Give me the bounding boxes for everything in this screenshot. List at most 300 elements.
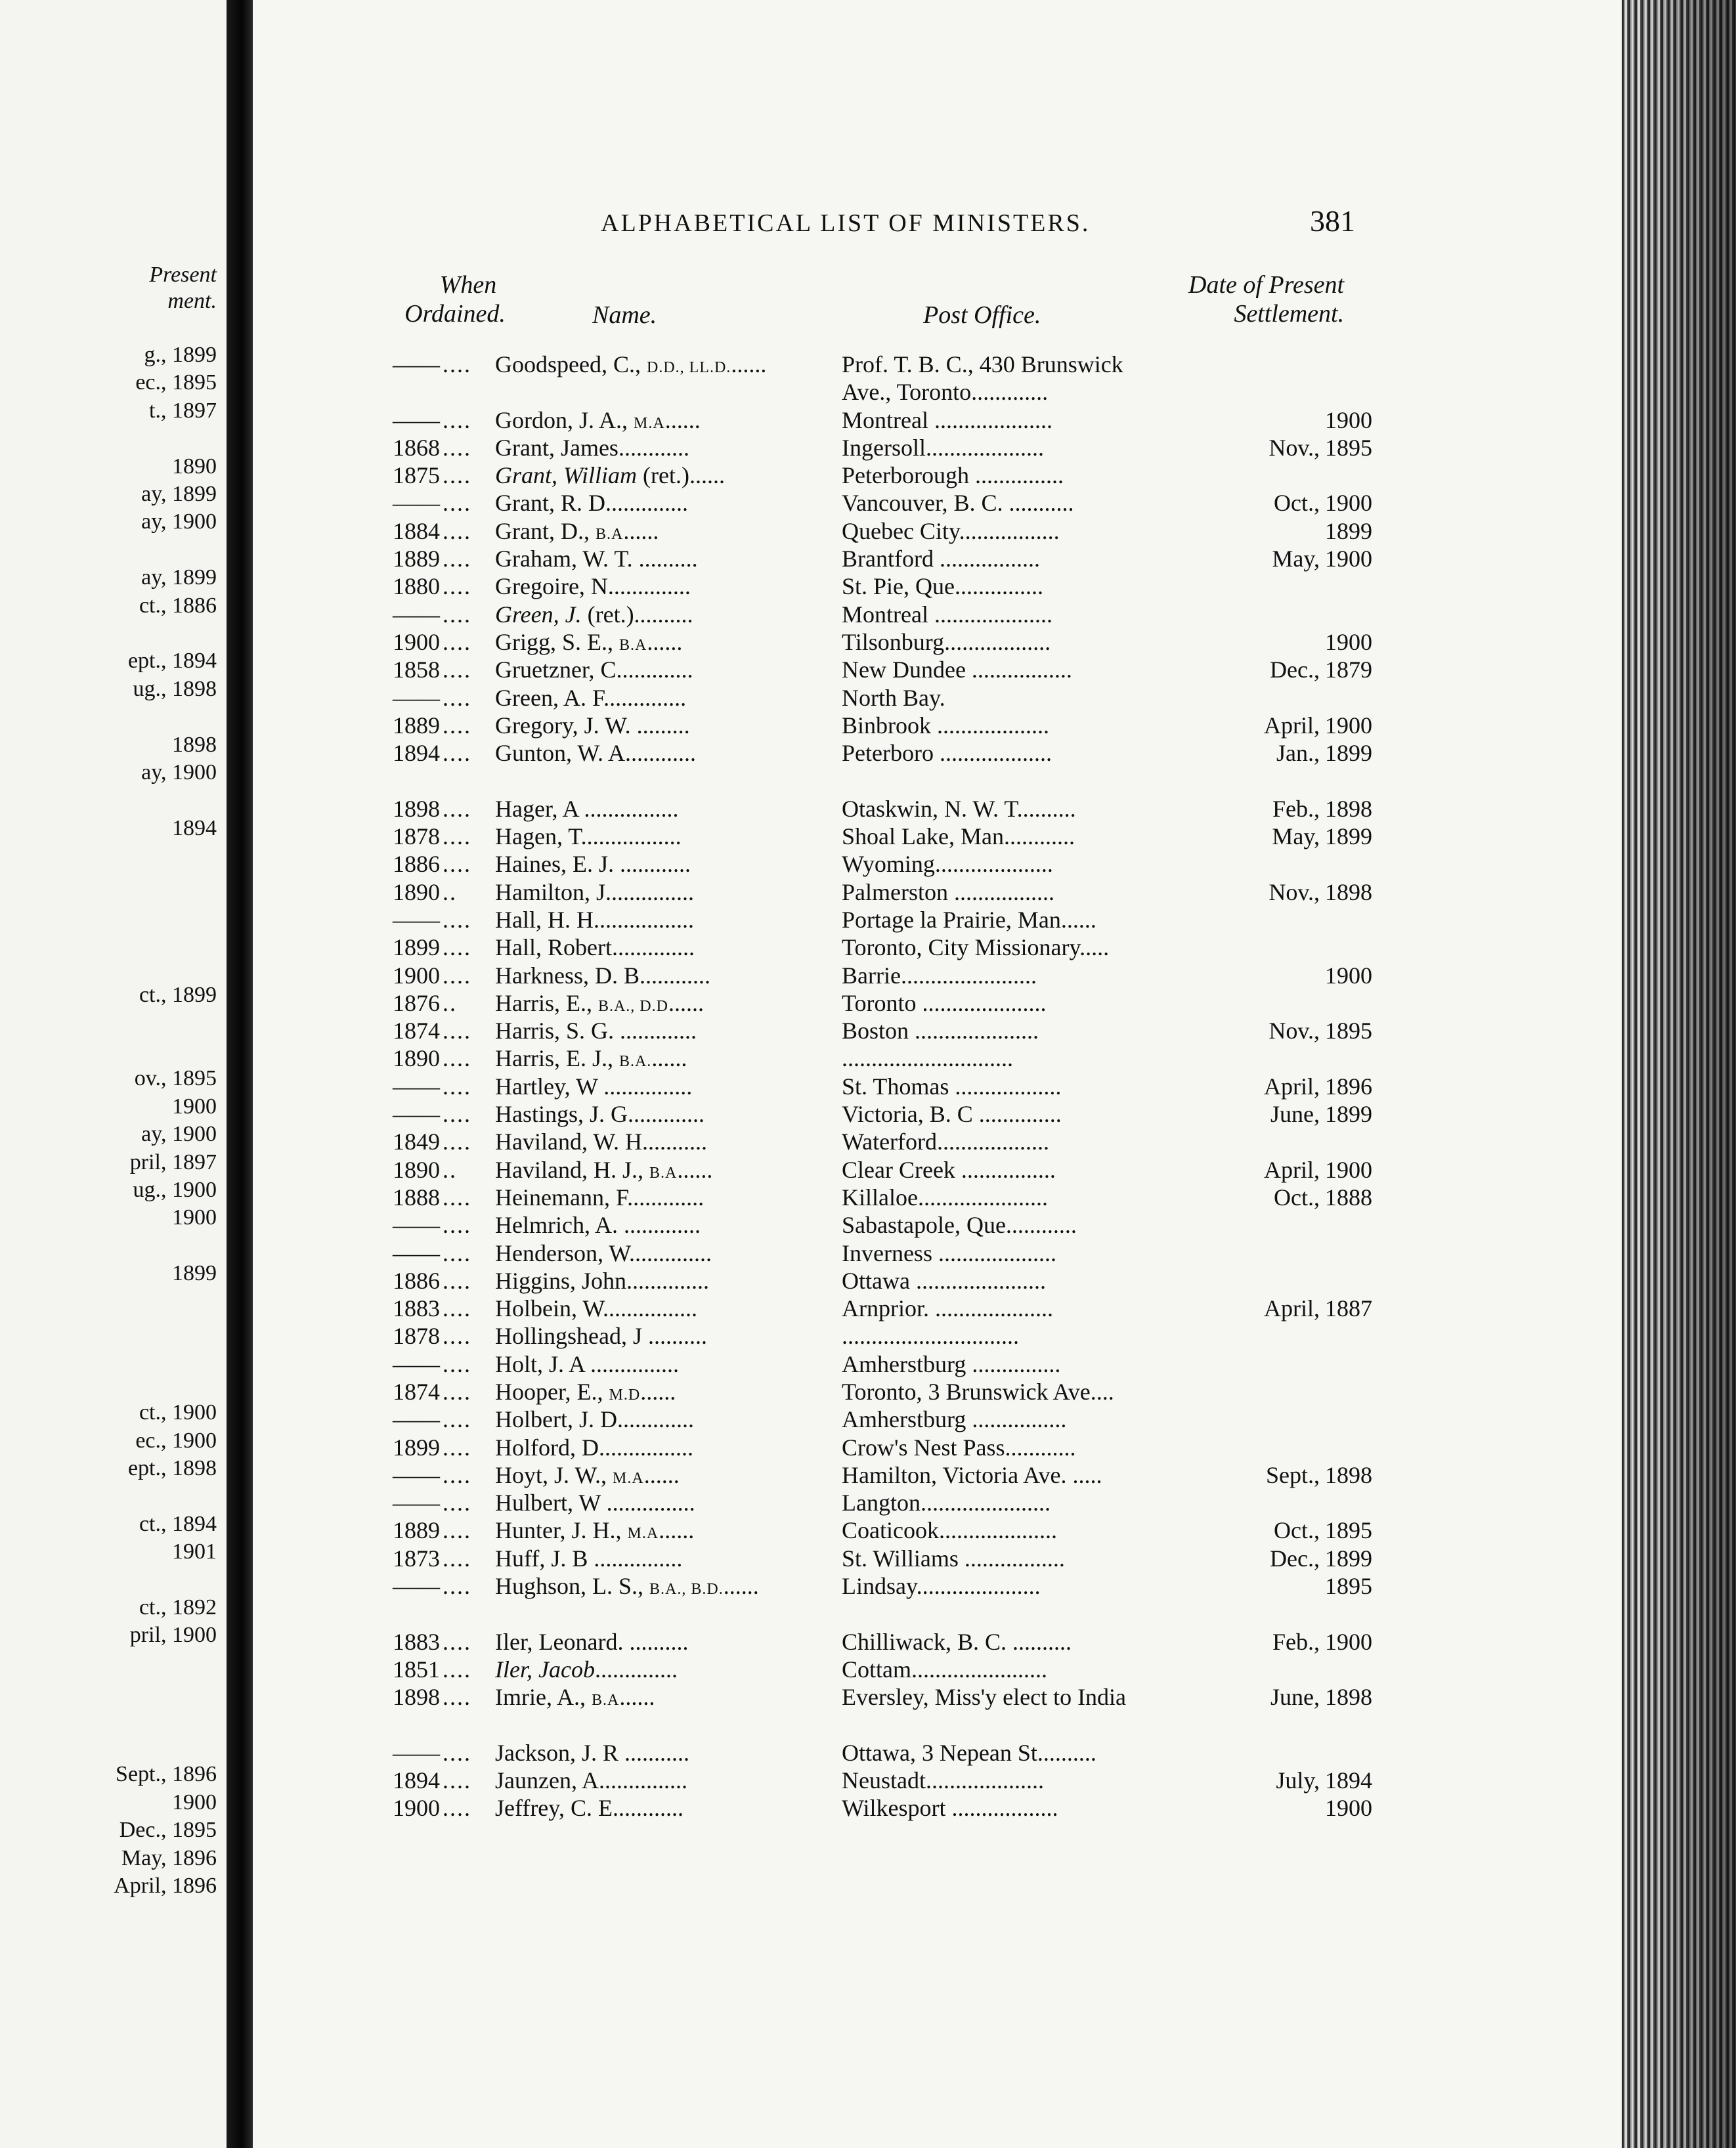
settlement-year: 1900 [1325, 712, 1372, 739]
book-gutter [227, 0, 253, 2148]
minister-entry [368, 739, 1392, 767]
facing-page-heading-2: ment. [167, 289, 217, 313]
facing-page-date: ept., 1898 [127, 1456, 217, 1480]
leader-dots: .... [443, 601, 471, 628]
minister-entry [368, 906, 1392, 934]
facing-page-date: pril, 1897 [129, 1149, 217, 1174]
leader-dots: .... [443, 1212, 471, 1239]
year-ordained: 1886 [393, 1267, 440, 1294]
year-ordained: 1889 [393, 712, 440, 739]
minister-name: Holford, D................ [495, 1434, 693, 1461]
minister-name: Harris, E., B.A., D.D...... [495, 989, 704, 1016]
year-ordained: —— [393, 490, 440, 517]
facing-page-date: ov., 1895 [134, 1066, 217, 1091]
minister-entry [368, 934, 1392, 961]
post-office: Montreal .................... [842, 406, 1052, 433]
leader-dots: .... [443, 1656, 471, 1683]
leader-dots: .... [443, 1628, 471, 1655]
settlement-month: Feb., [1272, 795, 1320, 822]
minister-entry [368, 1073, 1392, 1100]
minister-entry [368, 1156, 1392, 1184]
facing-page-date: Dec., 1895 [119, 1818, 217, 1843]
minister-name: Henderson, W.............. [495, 1239, 712, 1266]
minister-name: Huff, J. B ............... [495, 1545, 683, 1572]
year-ordained: 1873 [393, 1545, 440, 1572]
year-ordained: —— [393, 906, 440, 933]
minister-entry [368, 795, 1392, 823]
year-ordained: 1874 [393, 1018, 440, 1044]
settlement-year: 1895 [1325, 1517, 1372, 1544]
post-office: St. Williams ................. [842, 1545, 1065, 1572]
settlement-month: Feb., [1272, 1628, 1320, 1655]
post-office: Clear Creek ................ [842, 1156, 1056, 1183]
year-ordained: 1876 [393, 989, 440, 1016]
minister-entry [368, 1267, 1392, 1295]
minister-entry [368, 1489, 1392, 1516]
page-number: 381 [1310, 204, 1355, 238]
year-ordained: —— [393, 1461, 440, 1488]
facing-page-date: ct., 1892 [139, 1595, 217, 1620]
leader-dots: .... [443, 1406, 471, 1433]
post-office: St. Thomas .................. [842, 1073, 1062, 1100]
year-ordained: 1894 [393, 740, 440, 767]
post-office: Victoria, B. C .............. [842, 1101, 1062, 1128]
minister-entry [368, 601, 1392, 628]
minister-name: Gregoire, N.............. [495, 573, 691, 600]
leader-dots: .... [443, 1073, 471, 1100]
post-office: .............................. [842, 1323, 1019, 1350]
facing-page-date: 1900 [172, 1094, 217, 1119]
minister-name: Graham, W. T. .......... [495, 546, 698, 572]
column-header-date-of-settlement: Date of Present Settlement. [1188, 271, 1345, 328]
leader-dots: .... [443, 1490, 471, 1516]
column-header-when-ordained: When Ordained. [404, 271, 506, 328]
post-office: Quebec City................. [842, 517, 1060, 544]
year-ordained: 1894 [393, 1767, 440, 1794]
minister-entry [368, 1628, 1392, 1656]
minister-name: Harris, S. G. ............. [495, 1018, 697, 1044]
facing-page-date: ct., 1900 [139, 1400, 217, 1425]
minister-entry [368, 1572, 1392, 1600]
settlement-year: 1888 [1325, 1184, 1372, 1211]
year-ordained: 1858 [393, 656, 440, 683]
settlement-year: 1898 [1325, 1684, 1372, 1711]
post-office: Brantford ................. [842, 546, 1040, 572]
post-office: St. Pie, Que............... [842, 573, 1044, 600]
settlement-month: May, [1272, 546, 1320, 572]
minister-entry [368, 1184, 1392, 1211]
post-office: Palmerston ................. [842, 878, 1054, 905]
facing-page-date: April, 1896 [114, 1874, 217, 1898]
leader-dots: .... [443, 406, 471, 433]
facing-page-date: ay, 1900 [141, 1122, 217, 1147]
leader-dots: .... [443, 1350, 471, 1377]
settlement-year: 1900 [1325, 406, 1372, 433]
post-office: Boston ..................... [842, 1018, 1039, 1044]
leader-dots: .... [443, 490, 471, 517]
leader-dots: .... [443, 906, 471, 933]
minister-name: Helmrich, A. ............. [495, 1212, 701, 1239]
year-ordained: —— [393, 351, 440, 377]
settlement-month: July, [1276, 1767, 1320, 1794]
column-header-post-office: Post Office. [923, 301, 1041, 329]
year-ordained: 1886 [393, 851, 440, 878]
facing-page-date: g., 1899 [144, 343, 217, 367]
settlement-month: Dec., [1270, 1545, 1320, 1572]
settlement-month: Oct., [1274, 1517, 1320, 1544]
minister-entry [368, 712, 1392, 739]
facing-page-date: 1894 [172, 815, 217, 840]
post-office: Wilkesport .................. [842, 1795, 1058, 1822]
year-ordained: —— [393, 1073, 440, 1100]
settlement-year: 1900 [1325, 1628, 1372, 1655]
minister-entry [368, 1295, 1392, 1322]
minister-name: Haviland, H. J., B.A...... [495, 1156, 713, 1183]
facing-page-heading-1: Present [149, 263, 217, 287]
settlement-year: 1899 [1325, 517, 1372, 544]
post-office: Peterborough ............... [842, 462, 1064, 489]
minister-name: Hoyt, J. W., M.A...... [495, 1461, 680, 1488]
minister-name: Hager, A ................ [495, 795, 679, 822]
minister-entry [368, 962, 1392, 989]
settlement-month: Sept., [1265, 1461, 1320, 1488]
leader-dots: .... [443, 434, 471, 461]
facing-page-date: Sept., 1896 [116, 1762, 217, 1787]
year-ordained: —— [393, 1490, 440, 1516]
post-office: Montreal .................... [842, 601, 1052, 628]
leader-dots: .... [443, 517, 471, 544]
settlement-month: April, [1264, 1295, 1320, 1322]
settlement-month: April, [1264, 1156, 1320, 1183]
post-office: Cottam....................... [842, 1656, 1047, 1683]
facing-page-date: 1898 [172, 732, 217, 757]
post-office: ............................. [842, 1045, 1013, 1072]
post-office: Ottawa ...................... [842, 1267, 1046, 1294]
minister-entry [368, 517, 1392, 545]
post-office: Amherstburg ............... [842, 1350, 1061, 1377]
leader-dots: .... [443, 712, 471, 739]
facing-page-date: ct., 1886 [139, 593, 217, 618]
leader-dots: .... [443, 962, 471, 989]
post-office: Ottawa, 3 Nepean St.......... [842, 1739, 1096, 1766]
leader-dots: .... [443, 1378, 471, 1405]
post-office: Killaloe...................... [842, 1184, 1048, 1211]
leader-dots: .... [443, 1767, 471, 1794]
post-office: Vancouver, B. C. ........... [842, 490, 1074, 517]
settlement-year: 1898 [1325, 1461, 1372, 1488]
minister-name: Grant, James............ [495, 434, 689, 461]
minister-name: Gruetzner, C............. [495, 656, 693, 683]
leader-dots: .... [443, 1739, 471, 1766]
settlement-year: 1899 [1325, 740, 1372, 767]
minister-entry [368, 1017, 1392, 1044]
leader-dots: .. [443, 1156, 457, 1183]
post-office: North Bay. [842, 684, 945, 711]
leader-dots: .... [443, 934, 471, 961]
leader-dots: .... [443, 1018, 471, 1044]
section-spacer [368, 1600, 1392, 1627]
leader-dots: .... [443, 1323, 471, 1350]
minister-entry [368, 1683, 1392, 1711]
leader-dots: .... [443, 1434, 471, 1461]
facing-page-date: ay, 1899 [141, 482, 217, 506]
section-spacer [368, 1711, 1392, 1739]
year-ordained: 1849 [393, 1128, 440, 1155]
minister-entry [368, 406, 1392, 434]
year-ordained: 1851 [393, 1656, 440, 1683]
minister-entry [368, 1406, 1392, 1433]
minister-name: Holbert, J. D............. [495, 1406, 694, 1433]
leader-dots: .... [443, 1573, 471, 1600]
leader-dots: .... [443, 1101, 471, 1128]
minister-entry [368, 1794, 1392, 1822]
minister-name: Hollingshead, J .......... [495, 1323, 707, 1350]
settlement-year: 1900 [1325, 546, 1372, 572]
minister-name: Higgins, John.............. [495, 1267, 710, 1294]
minister-name: Green, J. (ret.).......... [495, 601, 693, 628]
minister-entry [368, 823, 1392, 850]
year-ordained: 1888 [393, 1184, 440, 1211]
leader-dots: .... [443, 1045, 471, 1072]
post-office: Arnprior. .................... [842, 1295, 1053, 1322]
settlement-month: Nov., [1269, 1018, 1320, 1044]
minister-entry [368, 1100, 1392, 1128]
facing-page-date: ug., 1898 [133, 676, 217, 701]
minister-name: Gunton, W. A............ [495, 740, 697, 767]
leader-dots: .... [443, 823, 471, 850]
settlement-month: May, [1272, 823, 1320, 850]
year-ordained: 1898 [393, 795, 440, 822]
section-spacer [368, 767, 1392, 794]
minister-name: Hulbert, W ............... [495, 1490, 695, 1516]
year-ordained: 1883 [393, 1628, 440, 1655]
post-office: Crow's Nest Pass............ [842, 1434, 1076, 1461]
leader-dots: .... [443, 1517, 471, 1544]
facing-page-date: t., 1897 [149, 398, 217, 423]
settlement-year: 1894 [1325, 1767, 1372, 1794]
minister-entry [368, 1516, 1392, 1544]
leader-dots: .... [443, 462, 471, 489]
minister-entry [368, 434, 1392, 462]
minister-name: Hall, H. H................. [495, 906, 694, 933]
minister-name: Hall, Robert.............. [495, 934, 695, 961]
column-header-name: Name. [592, 301, 657, 329]
leader-dots: .... [443, 795, 471, 822]
minister-name: Gordon, J. A., M.A...... [495, 406, 701, 433]
year-ordained: —— [393, 1573, 440, 1600]
minister-entry [368, 1378, 1392, 1406]
post-office: Neustadt.................... [842, 1767, 1044, 1794]
minister-entry [368, 1211, 1392, 1239]
settlement-month: April, [1264, 712, 1320, 739]
minister-entry [368, 684, 1392, 712]
settlement-month: Nov., [1269, 434, 1320, 461]
minister-name: Goodspeed, C., D.D., LL.D....... [495, 351, 767, 377]
leader-dots: .... [443, 1795, 471, 1822]
post-office: Eversley, Miss'y elect to India [842, 1684, 1127, 1711]
minister-entry [368, 351, 1392, 378]
year-ordained: 1899 [393, 934, 440, 961]
minister-name: Hunter, J. H., M.A...... [495, 1517, 695, 1544]
settlement-year: 1900 [1325, 1156, 1372, 1183]
year-ordained: 1900 [393, 1795, 440, 1822]
post-office: Otaskwin, N. W. T.......... [842, 795, 1076, 822]
minister-name: Harkness, D. B............ [495, 962, 710, 989]
minister-name: Jackson, J. R ........... [495, 1739, 689, 1766]
running-title: ALPHABETICAL LIST OF MINISTERS. [601, 209, 1091, 237]
year-ordained: 1890 [393, 878, 440, 905]
minister-entry [368, 1656, 1392, 1683]
facing-page-date: ec., 1900 [135, 1428, 217, 1453]
year-ordained: 1889 [393, 1517, 440, 1544]
post-office: Shoal Lake, Man............ [842, 823, 1075, 850]
settlement-year: 1898 [1325, 878, 1372, 905]
minister-name: Iler, Jacob.............. [495, 1656, 678, 1683]
settlement-year: 1900 [1325, 1795, 1372, 1822]
year-ordained: 1889 [393, 546, 440, 572]
minister-entry [368, 1434, 1392, 1461]
minister-name: Heinemann, F............. [495, 1184, 705, 1211]
minister-entry [368, 1545, 1392, 1572]
post-office: Hamilton, Victoria Ave. ..... [842, 1461, 1102, 1488]
facing-page-date: pril, 1900 [129, 1623, 217, 1648]
minister-entry [368, 1239, 1392, 1267]
minister-entry [368, 1128, 1392, 1155]
post-office: Waterford................... [842, 1128, 1050, 1155]
leader-dots: .... [443, 684, 471, 711]
year-ordained: 1880 [393, 573, 440, 600]
facing-page-date: ept., 1894 [127, 649, 217, 674]
facing-page-date: 1900 [172, 1790, 217, 1815]
minister-name: Jeffrey, C. E............ [495, 1795, 684, 1822]
leader-dots: .... [443, 628, 471, 655]
settlement-month: Oct., [1274, 490, 1320, 517]
minister-name: Haines, E. J. ............ [495, 851, 691, 878]
post-office: Barrie....................... [842, 962, 1037, 989]
minister-entry [368, 378, 1392, 406]
facing-page-date: ug., 1900 [133, 1178, 217, 1202]
post-office: Prof. T. B. C., 430 Brunswick [842, 351, 1123, 377]
post-office: Coaticook.................... [842, 1517, 1057, 1544]
settlement-month: April, [1264, 1073, 1320, 1100]
minister-name: Grigg, S. E., B.A...... [495, 628, 683, 655]
minister-entry [368, 545, 1392, 572]
post-office: Chilliwack, B. C. .......... [842, 1628, 1072, 1655]
minister-name: Iler, Leonard. .......... [495, 1628, 689, 1655]
minister-name: Hagen, T................. [495, 823, 682, 850]
facing-page-date: ec., 1895 [135, 370, 217, 395]
settlement-month: Dec., [1270, 656, 1320, 683]
settlement-year: 1898 [1325, 795, 1372, 822]
minister-entry [368, 1322, 1392, 1350]
facing-page-date: ay, 1900 [141, 509, 217, 534]
facing-page-date: 1901 [172, 1539, 217, 1564]
leader-dots: .. [443, 878, 457, 905]
year-ordained: 1884 [393, 517, 440, 544]
post-office: Toronto, City Missionary..... [842, 934, 1110, 961]
year-ordained: —— [393, 1239, 440, 1266]
post-office: Binbrook ................... [842, 712, 1050, 739]
minister-name: Hamilton, J............... [495, 878, 694, 905]
leader-dots: .... [443, 1184, 471, 1211]
year-ordained: 1899 [393, 1434, 440, 1461]
settlement-year: 1900 [1325, 628, 1372, 655]
leader-dots: .... [443, 1267, 471, 1294]
minister-name: Hartley, W ............... [495, 1073, 693, 1100]
minister-entry [368, 989, 1392, 1017]
post-office: Peterboro ................... [842, 740, 1052, 767]
minister-entry [368, 628, 1392, 656]
year-ordained: 1890 [393, 1045, 440, 1072]
minister-entry [368, 1739, 1392, 1767]
year-ordained: 1874 [393, 1378, 440, 1405]
year-ordained: 1898 [393, 1684, 440, 1711]
year-ordained: 1868 [393, 434, 440, 461]
leader-dots: .. [443, 989, 457, 1016]
post-office: Wyoming.................... [842, 851, 1053, 878]
minister-entry [368, 656, 1392, 683]
settlement-year: 1887 [1325, 1295, 1372, 1322]
facing-page-date: 1899 [172, 1261, 217, 1286]
minister-name: Holbein, W................ [495, 1295, 698, 1322]
year-ordained: 1900 [393, 628, 440, 655]
settlement-year: 1899 [1325, 823, 1372, 850]
year-ordained: —— [393, 1101, 440, 1128]
settlement-month: June, [1270, 1101, 1320, 1128]
minister-name: Grant, R. D.............. [495, 490, 688, 517]
facing-page-date: ct., 1894 [139, 1511, 217, 1536]
post-office: Tilsonburg.................. [842, 628, 1051, 655]
minister-name: Grant, D., B.A...... [495, 517, 659, 544]
settlement-year: 1899 [1325, 1545, 1372, 1572]
facing-page-date: ct., 1899 [139, 983, 217, 1008]
post-office: Toronto ..................... [842, 989, 1047, 1016]
year-ordained: 1900 [393, 962, 440, 989]
minister-entry [368, 878, 1392, 906]
year-ordained: —— [393, 601, 440, 628]
minister-name: Hastings, J. G............. [495, 1101, 705, 1128]
minister-entry [368, 489, 1392, 517]
year-ordained: 1875 [393, 462, 440, 489]
post-office: Ingersoll.................... [842, 434, 1044, 461]
leader-dots: .... [443, 851, 471, 878]
facing-page-fragment [0, 0, 227, 2148]
minister-name: Hooper, E., M.D...... [495, 1378, 676, 1405]
year-ordained: 1878 [393, 1323, 440, 1350]
settlement-month: June, [1270, 1684, 1320, 1711]
leader-dots: .... [443, 1239, 471, 1266]
facing-page-date: ay, 1899 [141, 565, 217, 590]
minister-name: Imrie, A., B.A...... [495, 1684, 655, 1711]
minister-entry [368, 1461, 1392, 1489]
minister-entry [368, 1044, 1392, 1072]
settlement-year: 1895 [1325, 434, 1372, 461]
minister-entry [368, 462, 1392, 489]
leader-dots: .... [443, 740, 471, 767]
leader-dots: .... [443, 1684, 471, 1711]
post-office: Lindsay..................... [842, 1573, 1041, 1600]
settlement-year: 1895 [1325, 1573, 1372, 1600]
year-ordained: 1890 [393, 1156, 440, 1183]
settlement-year: 1879 [1325, 656, 1372, 683]
year-ordained: 1878 [393, 823, 440, 850]
ministers-list [368, 351, 1392, 1822]
year-ordained: 1883 [393, 1295, 440, 1322]
post-office: Amherstburg ................ [842, 1406, 1067, 1433]
settlement-year: 1895 [1325, 1018, 1372, 1044]
minister-name: Holt, J. A ............... [495, 1350, 680, 1377]
leader-dots: .... [443, 1461, 471, 1488]
